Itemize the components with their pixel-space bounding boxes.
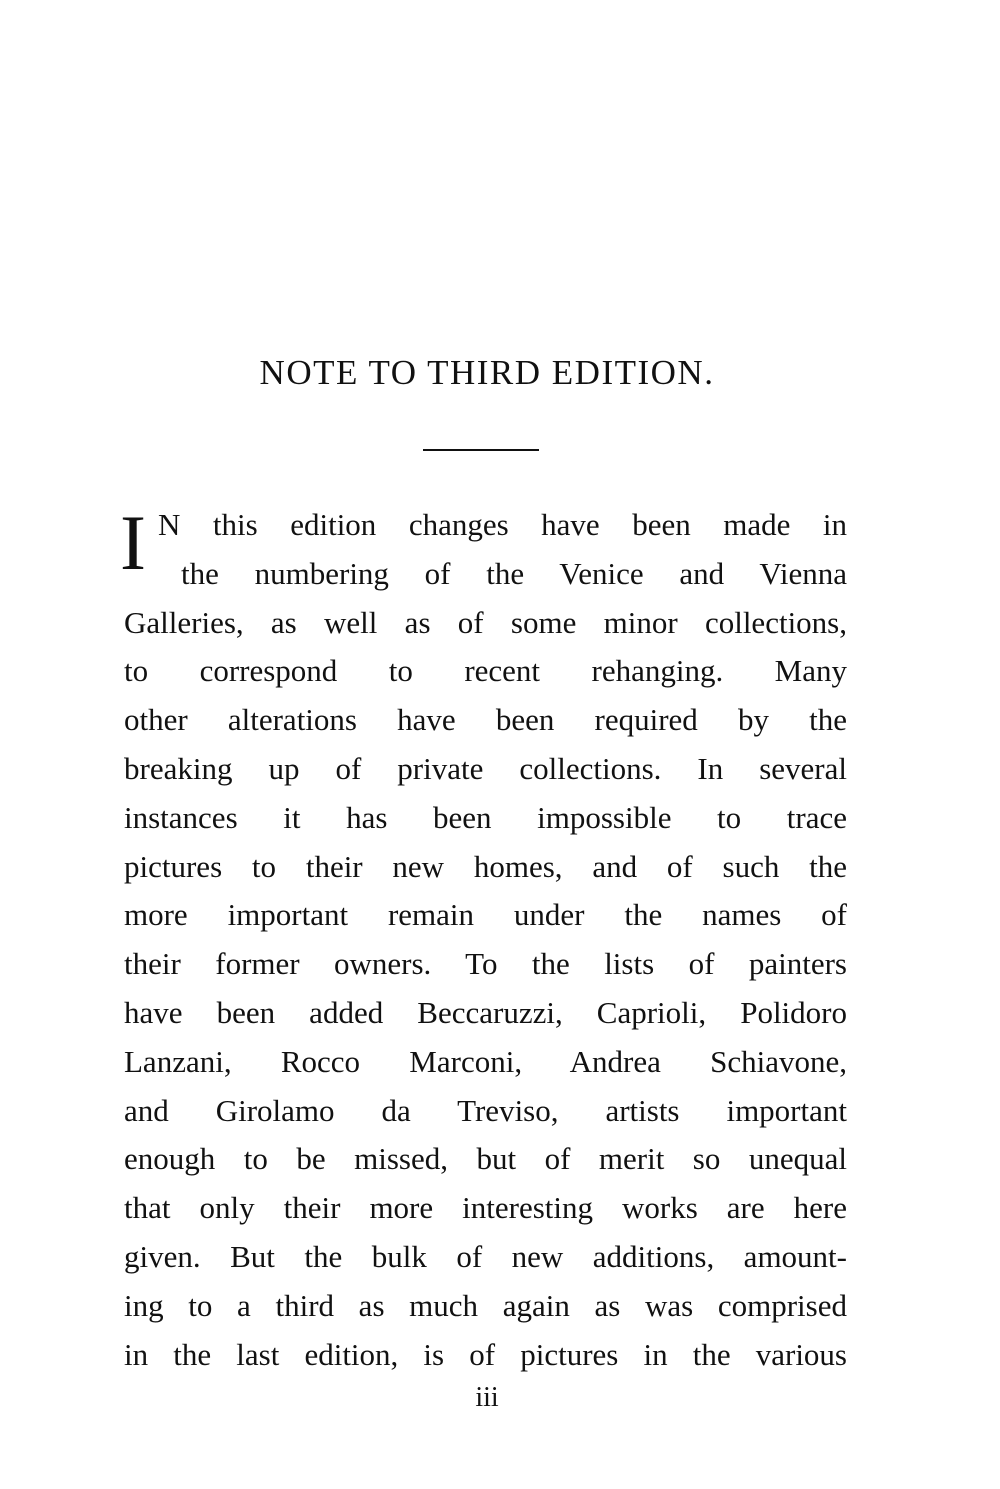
text-line: Galleries, as well as of some minor collections, <box>124 605 847 640</box>
text-line: and Girolamo da Treviso, artists important <box>124 1093 847 1128</box>
text-line: more important remain under the names of <box>124 897 847 932</box>
text-line: enough to be missed, but of merit so unequal <box>124 1141 847 1176</box>
text-line: breaking up of private collections. In several <box>124 751 847 786</box>
text-line: instances it has been impossible to trace <box>124 800 847 835</box>
text-line: their former owners. To the lists of painters <box>124 946 847 981</box>
text-line: given. But the bulk of new additions, amount- <box>124 1239 847 1274</box>
text-line: Lanzani, Rocco Marconi, Andrea Schiavone, <box>124 1044 847 1079</box>
page-number: iii <box>475 1382 499 1413</box>
text-line: the numbering of the Venice and Vienna <box>181 556 847 591</box>
text-line: pictures to their new homes, and of such the <box>124 849 847 884</box>
title-rule <box>423 449 539 451</box>
text-line: ing to a third as much again as was comprised <box>124 1288 847 1323</box>
text-line: to correspond to recent rehanging. Many <box>124 653 847 688</box>
text-line: in the last edition, is of pictures in the various <box>124 1337 847 1372</box>
text-line: other alterations have been required by the <box>124 702 847 737</box>
text-line: have been added Beccaruzzi, Caprioli, Polidoro <box>124 995 847 1030</box>
text-line: that only their more interesting works are here <box>124 1190 847 1225</box>
drop-cap: I <box>120 499 146 586</box>
page-title: NOTE TO THIRD EDITION. <box>259 353 715 392</box>
text-line: N this edition changes have been made in <box>158 507 847 542</box>
